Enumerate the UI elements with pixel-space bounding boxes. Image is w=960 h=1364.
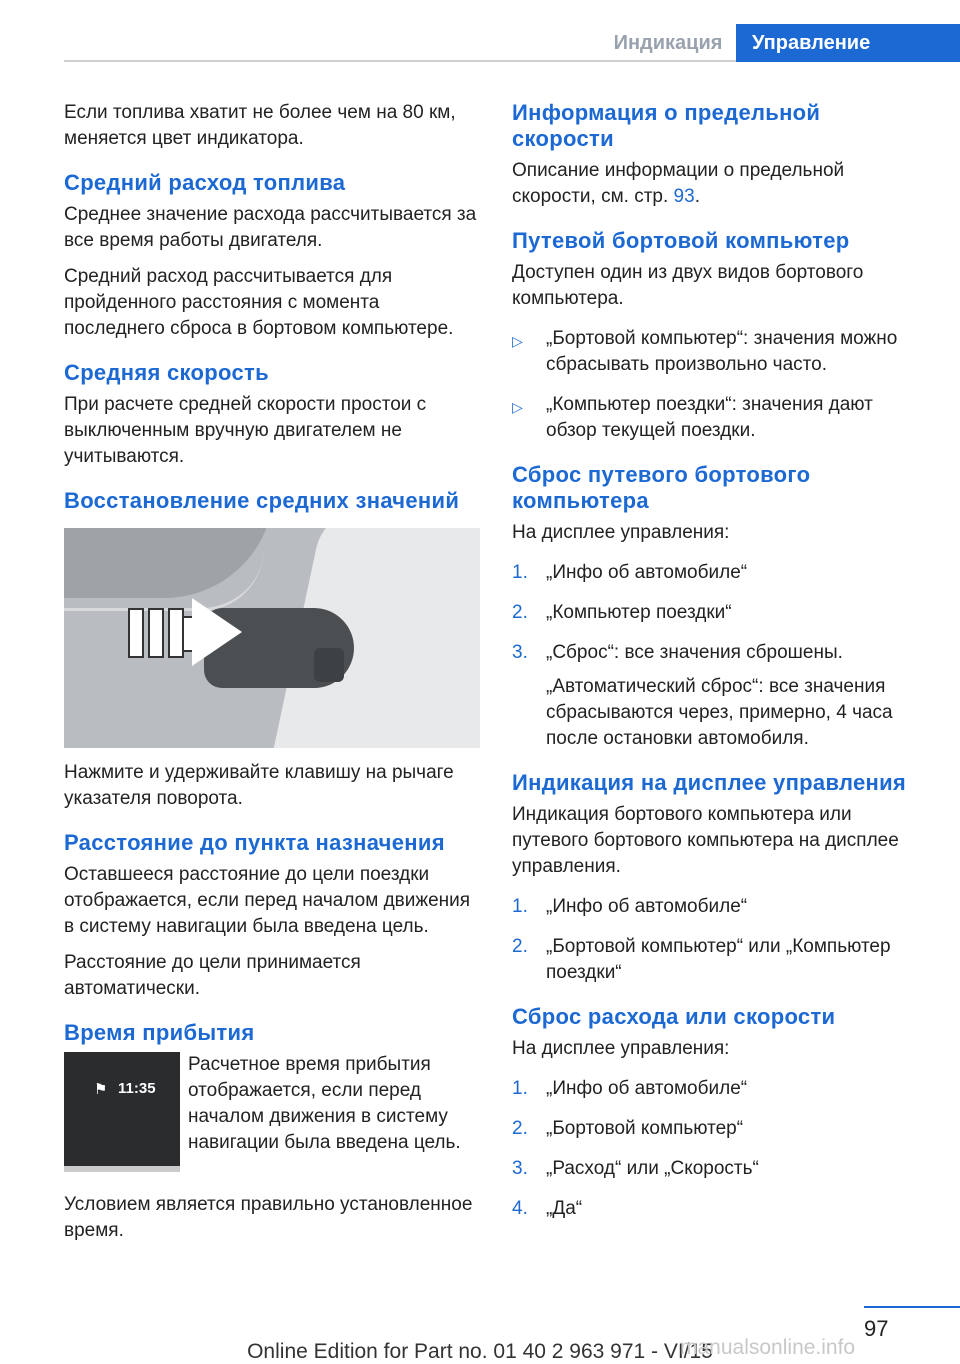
triangle-bullet-icon: ▷ <box>512 399 523 415</box>
heading-arrival-time: Время прибытия <box>64 1020 255 1045</box>
auto-reset-note: „Автоматический сброс“: все значения сбрасываются через, примерно, 4 часа после остановки автомобиля. <box>546 676 893 749</box>
heading-trip-computer: Путевой бортовой компьютер <box>512 228 850 253</box>
distance-text-2: Расстояние до цели принимается автоматически. <box>64 952 361 999</box>
heading-avg-speed: Средняя скорость <box>64 360 269 385</box>
list-item: 3. „Расход“ или „Скорость“ <box>512 1158 759 1179</box>
arrival-text-1: Расчетное время прибытия отображается, если перед началом движения в систему навигации была введена цель. <box>188 1054 461 1153</box>
trip-computer-text: Доступен один из двух видов бортового компьютера. <box>512 262 864 309</box>
list-item: 4. „Да“ <box>512 1198 583 1219</box>
heading-restore-values: Восстановление средних значений <box>64 488 460 513</box>
heading-display: Индикация на дисплее управления <box>512 770 907 795</box>
turn-signal-lever-photo <box>64 528 480 748</box>
lever-knob <box>314 648 344 682</box>
intro-paragraph: Если топлива хватит не более чем на 80 км, меняется цвет индикатора. <box>64 102 456 149</box>
avg-consumption-text-1: Среднее значение расхода рассчитывается за все время работы двигателя. <box>64 204 477 251</box>
heading-distance: Расстояние до пункта назначения <box>64 830 445 855</box>
heading-reset-consumption: Сброс расхода или скорости <box>512 1004 836 1029</box>
arrival-time-readout: 11:35 <box>118 1080 156 1097</box>
restore-text: Нажмите и удерживайте клавишу на рычаге указателя поворота. <box>64 762 454 809</box>
speed-info-text: Описание информации о предельной скорости, см. стр. 93. <box>512 160 845 207</box>
list-item: ▷ „Компьютер поездки“: значения дают обзор текущей поездки. <box>512 394 873 441</box>
list-item: 1. „Инфо об автомобиле“ <box>512 896 748 917</box>
list-item: 2. „Бортовой компьютер“ или „Компьютер поездки“ <box>512 936 891 983</box>
watermark-text: manualsonline.info <box>680 1336 856 1359</box>
edition-footer: Online Edition for Part no. 01 40 2 963 971 - VI/15 <box>247 1340 713 1363</box>
avg-consumption-text-2: Средний расход рассчитывается для пройденного расстояния с момента последнего сброса в бортовом компьютере. <box>64 266 454 339</box>
page-reference-link[interactable]: 93 <box>673 186 695 207</box>
list-item: 2. „Компьютер поездки“ <box>512 602 732 623</box>
list-item: 3. „Сброс“: все значения сброшены. „Автоматический сброс“: все значения сбрасываются через, примерно, 4 часа после остановки автомобиля. <box>512 640 928 752</box>
reset-trip-text: На дисплее управления: <box>512 522 730 543</box>
list-item: 2. „Бортовой компьютер“ <box>512 1118 744 1139</box>
arrival-text-2: Условием является правильно установленное время. <box>64 1194 473 1241</box>
press-motion-bars <box>128 608 188 663</box>
page-number-rule <box>864 1306 960 1308</box>
page-number: 97 <box>864 1316 889 1341</box>
arrival-block <box>64 1052 480 1192</box>
distance-text-1: Оставшееся расстояние до цели поездки отображается, если перед началом движения в систему навигации была введена цель. <box>64 864 471 937</box>
list-item: ▷ „Бортовой компьютер“: значения можно сбрасывать произвольно часто. <box>512 328 898 375</box>
display-steps <box>512 894 928 986</box>
list-item: 1. „Инфо об автомобиле“ <box>512 1078 748 1099</box>
nav-tab-indication[interactable]: Индикация <box>613 31 723 54</box>
heading-avg-consumption: Средний расход топлива <box>64 170 346 195</box>
heading-speed-info: Информация о предельной скорости <box>512 100 821 151</box>
heading-reset-trip: Сброс путевого бортового компьютера <box>512 462 811 513</box>
press-arrow-icon <box>192 598 242 666</box>
display-text: Индикация бортового компьютера или путевого бортового компьютера на дисплее управления. <box>512 804 899 877</box>
list-item: 1. „Инфо об автомобиле“ <box>512 562 748 583</box>
reset-trip-steps <box>512 560 928 752</box>
arrival-display-image <box>64 1052 180 1172</box>
nav-tab-controls[interactable]: Управление <box>736 24 960 62</box>
reset-consumption-steps <box>512 1076 928 1222</box>
trip-computer-list <box>512 326 928 444</box>
avg-speed-text: При расчете средней скорости простои с выключенным вручную двигателем не учитываются. <box>64 394 427 467</box>
triangle-bullet-icon: ▷ <box>512 333 523 349</box>
checkered-flag-icon: ⚑ <box>94 1081 108 1098</box>
reset-consumption-text: На дисплее управления: <box>512 1038 730 1059</box>
left-column <box>64 100 480 1254</box>
right-column <box>512 100 928 1236</box>
